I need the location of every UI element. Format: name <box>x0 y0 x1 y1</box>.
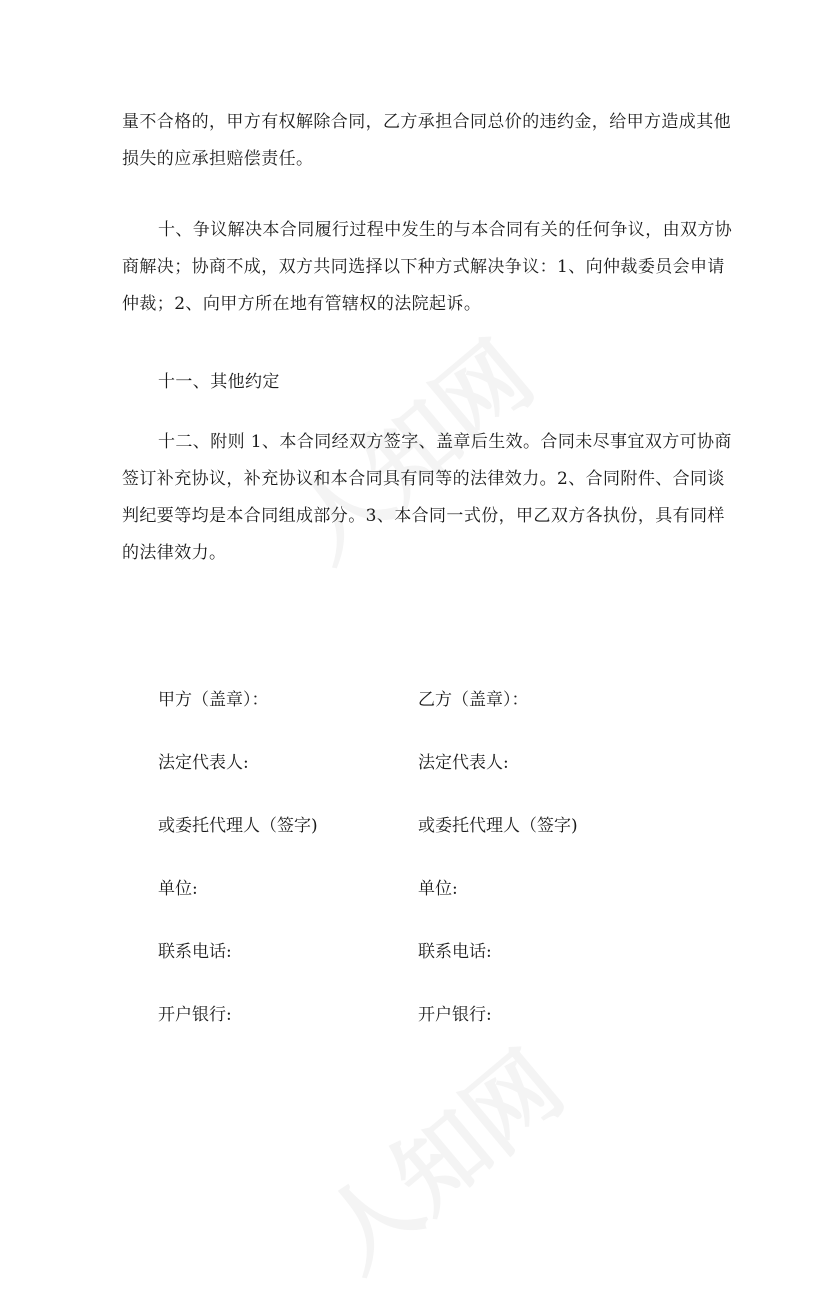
text-line: 损失的应承担赔偿责任。 <box>122 149 314 169</box>
paragraph-supplementary-provisions <box>122 424 732 572</box>
paragraph-continuation <box>122 104 731 178</box>
text-line: 商解决；协商不成，双方共同选择以下种方式解决争议：1、向仲裁委员会申请 <box>122 257 725 277</box>
party-b-phone-label: 联系电话: <box>418 942 492 962</box>
text-line: 量不合格的，甲方有权解除合同，乙方承担合同总价的违约金，给甲方造成其他 <box>122 112 731 132</box>
party-a-phone-label: 联系电话: <box>158 942 232 962</box>
party-a-agent-label: 或委托代理人（签字) <box>158 816 318 836</box>
party-b-unit-label: 单位: <box>418 879 458 899</box>
party-a-legal-rep-label: 法定代表人: <box>158 753 249 773</box>
text-line: 十二、附则 1、本合同经双方签字、盖章后生效。合同未尽事宜双方可协商 <box>158 432 732 452</box>
text-line: 仲裁；2、向甲方所在地有管辖权的法院起诉。 <box>122 294 482 314</box>
paragraph-dispute-resolution <box>122 212 733 323</box>
text-line: 的法律效力。 <box>122 543 227 563</box>
party-b-legal-rep-label: 法定代表人: <box>418 753 509 773</box>
party-b-bank-label: 开户银行: <box>418 1005 492 1025</box>
text-line: 签订补充协议，补充协议和本合同具有同等的法律效力。2、合同附件、合同谈 <box>122 469 725 489</box>
text-line: 十、争议解决本合同履行过程中发生的与本合同有关的任何争议，由双方协 <box>158 220 733 240</box>
party-a-seal-label: 甲方（盖章）： <box>158 690 269 710</box>
party-a-unit-label: 单位: <box>158 879 198 899</box>
text-line: 判纪要等均是本合同组成部分。3、本合同一式份，甲乙双方各执份，具有同样 <box>122 506 725 526</box>
text-line: 十一、其他约定 <box>158 372 280 392</box>
party-b-seal-label: 乙方（盖章）： <box>418 690 529 710</box>
party-a-bank-label: 开户银行: <box>158 1005 232 1025</box>
paragraph-other-agreements <box>122 364 722 401</box>
watermark-bottom <box>290 1017 586 1295</box>
party-b-agent-label: 或委托代理人（签字) <box>418 816 578 836</box>
